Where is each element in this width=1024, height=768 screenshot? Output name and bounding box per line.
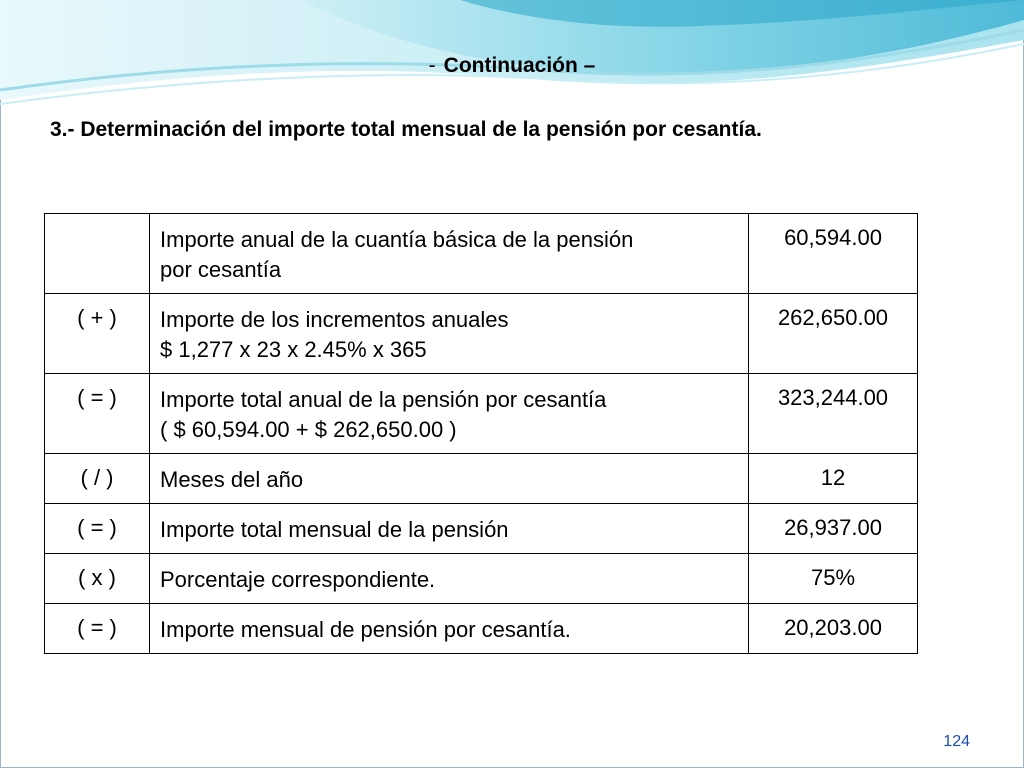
table-row <box>45 214 918 294</box>
concept-cell <box>150 454 749 504</box>
value-cell: 60,594.00 <box>749 214 918 294</box>
concept-line: ( $ 60,594.00 + $ 262,650.00 ) <box>160 417 457 442</box>
value-cell: 26,937.00 <box>749 504 918 554</box>
page-number: 124 <box>943 733 970 750</box>
value-cell: 12 <box>749 454 918 504</box>
concept-line: Importe total anual de la pensión por cesantía <box>160 387 607 412</box>
subtitle-prefix: - <box>428 54 436 77</box>
concept-line: Importe total mensual de la pensión <box>160 517 509 542</box>
calculation-table-body <box>45 214 918 654</box>
operator-cell: ( = ) <box>45 374 150 454</box>
concept-line: Porcentaje correspondiente. <box>160 567 436 592</box>
slide-subtitle <box>0 54 1024 78</box>
concept-line: Importe de los incrementos anuales <box>160 307 509 332</box>
table-row <box>45 554 918 604</box>
concept-cell <box>150 554 749 604</box>
concept-cell <box>150 604 749 654</box>
concept-line: Importe anual de la cuantía básica de la pensión <box>160 227 634 252</box>
value-cell: 323,244.00 <box>749 374 918 454</box>
value-cell: 20,203.00 <box>749 604 918 654</box>
subtitle-text: Continuación – <box>443 54 596 77</box>
concept-line: Importe mensual de pensión por cesantía. <box>160 617 571 642</box>
table-row <box>45 374 918 454</box>
operator-cell: ( / ) <box>45 454 150 504</box>
operator-cell: ( = ) <box>45 504 150 554</box>
concept-line: Meses del año <box>160 467 304 492</box>
table-row <box>45 294 918 374</box>
table-row <box>45 604 918 654</box>
concept-line: $ 1,277 x 23 x 2.45% x 365 <box>160 337 427 362</box>
concept-cell <box>150 214 749 294</box>
slide-title: 3.- Determinación del importe total mensual de la pensión por cesantía. <box>50 118 762 141</box>
operator-cell: ( x ) <box>45 554 150 604</box>
value-cell: 75% <box>749 554 918 604</box>
calculation-table <box>44 213 918 654</box>
value-cell: 262,650.00 <box>749 294 918 374</box>
operator-cell <box>45 214 150 294</box>
concept-cell <box>150 374 749 454</box>
operator-cell: ( + ) <box>45 294 150 374</box>
concept-cell <box>150 504 749 554</box>
concept-line: por cesantía <box>160 257 282 282</box>
table-row <box>45 504 918 554</box>
table-row <box>45 454 918 504</box>
concept-cell <box>150 294 749 374</box>
operator-cell: ( = ) <box>45 604 150 654</box>
